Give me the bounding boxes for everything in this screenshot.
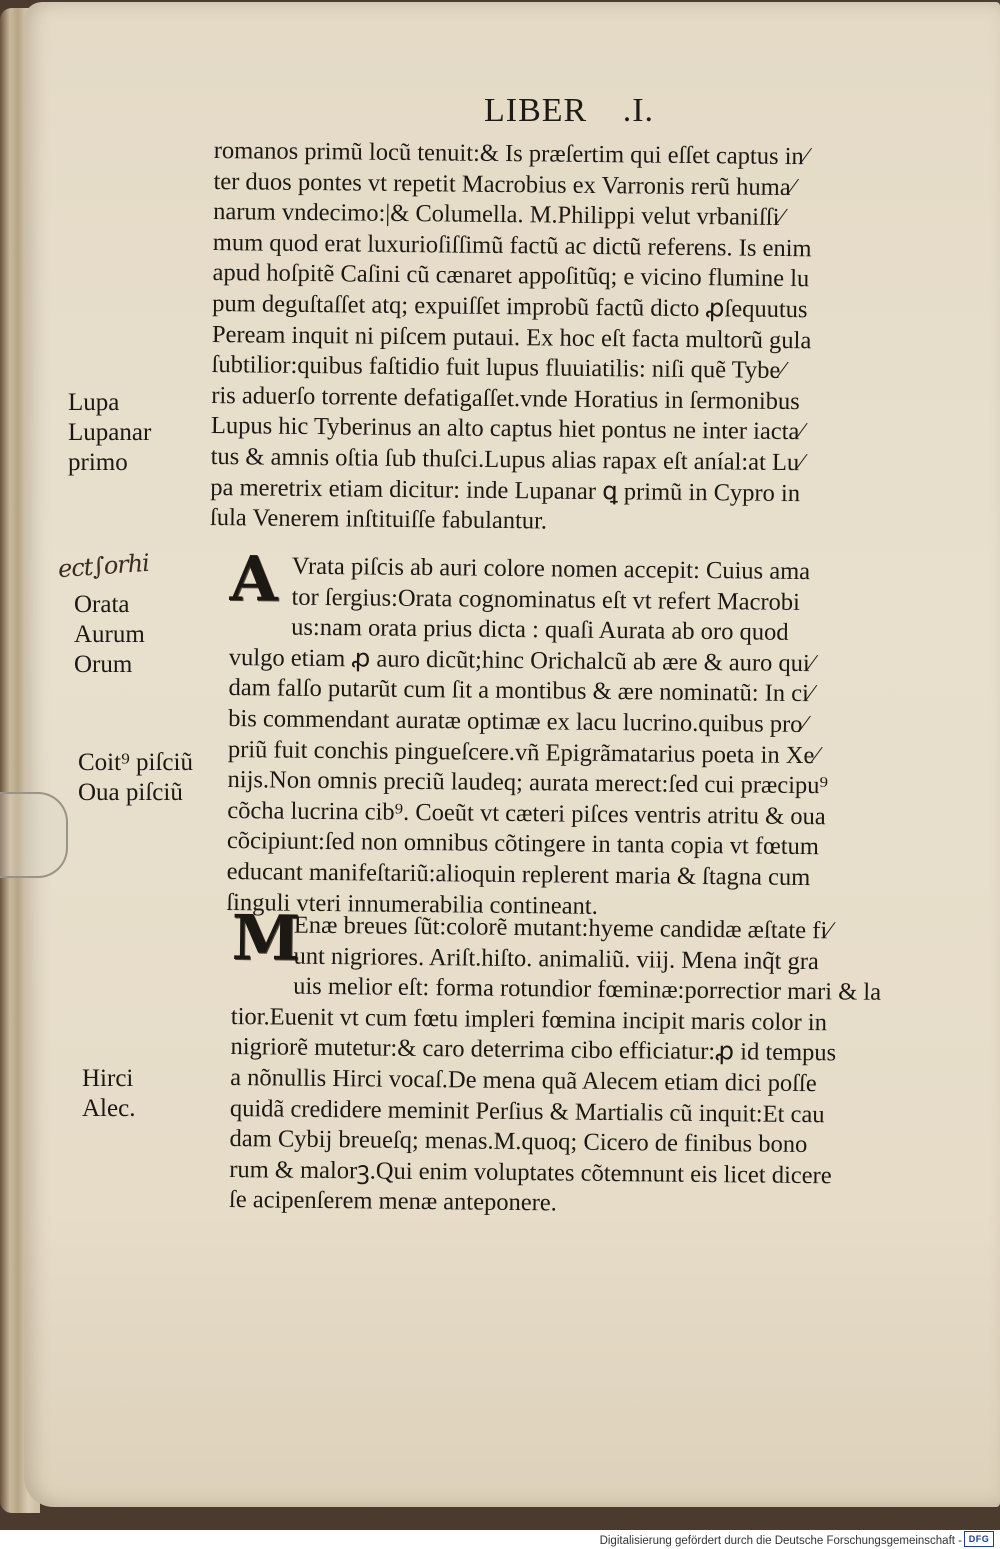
text-line: dam falſo putarũt cum ſit a montibus & ære nominatũ: In ci⁄ — [228, 674, 814, 708]
text-line: quidã credidere meminit Perſius & Martialis cũ inquit:Et cau — [229, 1094, 825, 1128]
text-line: Lupus hic Tyberinus an alto captus hiet pontus ne inter iacta⁄ — [210, 412, 804, 446]
text-line: ſula Venerem inſtituiſſe fabulantur. — [209, 504, 548, 535]
text-line: Enæ breues ſũt:colorẽ mutant:hyeme candidæ æſtate fi⁄ — [293, 911, 832, 945]
margin-note-orata — [74, 590, 145, 680]
text-line: uis melior eſt: forma rotundior fœminæ:porrectior mari & la — [293, 972, 882, 1006]
text-line: tus & amnis oſtia ſub thuſci.Lupus alias rapax eſt aníal:at Lu⁄ — [210, 442, 804, 477]
text-line: Vrata piſcis ab auri colore nomen accepit: Cuius ama — [291, 552, 811, 586]
text-line: nigriorẽ mutetur:& caro deterrima cibo efficiatur:ꝓ id tempus — [230, 1033, 837, 1067]
text-line: tior.Euenit vt cum fœtu impleri fœmina incipit maris color in — [230, 1002, 828, 1037]
paper-clip — [0, 792, 68, 878]
text-line: ris aduerſo torrente defatigaſſet.vnde Horatius in ſermonibus — [211, 381, 800, 415]
text-line: Peream inquit ni piſcem putaui. Ex hoc eſt facta multorũ gula — [211, 320, 812, 354]
text-line: ſinguli vteri innumerabilia contineant. — [226, 888, 598, 920]
text-line: bis commendant auratæ optimæ ex lacu lucrino.quibus pro⁄ — [228, 704, 807, 739]
margin-note-coitus — [78, 748, 193, 808]
decorated-initial: A — [229, 542, 279, 616]
margin-note-line: Orum — [74, 651, 133, 678]
text-line: nijs.Non omnis preciũ laudeq; aurata merect:ſed cui præcipu⁹ — [227, 766, 829, 800]
book-number: .I. — [622, 92, 655, 129]
margin-note-line: Orata — [74, 591, 130, 618]
paragraph-orata — [226, 542, 920, 925]
funding-credit: Digitalisierung gefördert durch die Deutsche Forschungsgemeinschaft - — [599, 1535, 962, 1547]
text-line: apud hoſpitẽ Caſini cũ cænaret appoſitũq; e vicino flumine lu — [212, 259, 810, 293]
text-line: ſe acipenſerem menæ anteponere. — [228, 1186, 557, 1217]
margin-note-line: Aurum — [74, 621, 145, 648]
text-line: pum deguſtaſſet atq; expuiſſet improbũ factũ dicto ꝓſequutus — [212, 289, 808, 324]
dfg-logo: DFG — [964, 1531, 994, 1547]
text-line: dam Cybij breueſq; menas.M.quoq; Cicero de finibus bono — [229, 1125, 808, 1159]
text-line: us:nam orata prius dicta : quaſi Aurata ab oro quod — [291, 613, 789, 647]
margin-note-line: Coit⁹ piſciũ — [78, 749, 193, 776]
handwritten-annotation: ect∫orhi — [57, 548, 150, 584]
text-line: romanos primũ locũ tenuit:& Is præſertim qui eſſet captus in⁄ — [213, 136, 808, 171]
margin-note-line: Oua piſciũ — [78, 779, 183, 806]
margin-note-line: Lupa — [68, 389, 120, 416]
text-line: vulgo etiam ꝓ auro dicũt;hinc Orichalcũ ab ære & auro qui⁄ — [228, 643, 815, 677]
text-line: priũ fuit conchis pingueſcere.vñ Epigrãmatarius poeta in Xe⁄ — [227, 735, 819, 769]
digitization-footer — [0, 1530, 1000, 1549]
text-line: mum quod erat luxurioſiſſimũ factũ ac dictũ referens. Is enim — [212, 228, 812, 263]
margin-note-line: primo — [68, 449, 128, 476]
margin-note-lupa — [68, 388, 151, 478]
running-header — [484, 92, 654, 130]
text-line: a nõnullis Hirci vocaſ.De mena quã Alecem etiam dici poſſe — [230, 1063, 817, 1098]
text-line: cõcha lucrina cib⁹. Coeũt vt cæteri piſces ventris atritu & oua — [227, 796, 826, 831]
decorated-initial: M — [231, 901, 301, 975]
text-line: ſubtilior:quibus faſtidio fuit lupus fluuiatilis: niſi quẽ Tybe⁄ — [211, 351, 785, 385]
margin-note-line: Alec. — [82, 1095, 136, 1122]
text-line: narum vndecimo:|& Columella. M.Philippi velut vrbaniſſi⁄ — [213, 198, 784, 232]
margin-note-line: Hirci — [82, 1065, 134, 1092]
text-line: pa meretrix etiam dicitur: inde Lupanar ꝗ primũ in Cypro in — [210, 473, 801, 507]
text-line: rum & malorꝫ.Qui enim voluptates cõtemnunt eis licet dicere — [229, 1155, 832, 1190]
text-line: tor ſergius:Orata cognominatus eſt vt refert Macrobi — [291, 583, 801, 616]
paragraph-lupus — [210, 136, 914, 541]
margin-note-hirci — [82, 1064, 135, 1124]
running-title: LIBER — [484, 92, 588, 129]
text-line: ter duos pontes vt repetit Macrobius ex Varronis rerũ huma⁄ — [213, 167, 795, 201]
text-line: cõcipiunt:ſed non omnibus cõtingere in tanta copia vt fœtum — [226, 827, 820, 861]
text-line: unt nigriores. Ariſt.hiſto. animaliũ. viij. Mena inq̃t gra — [293, 942, 819, 975]
margin-note-line: Lupanar — [68, 419, 152, 446]
text-line: educant manifeſtariũ:alioquin replerent maria & ſtagna cum — [226, 857, 811, 892]
